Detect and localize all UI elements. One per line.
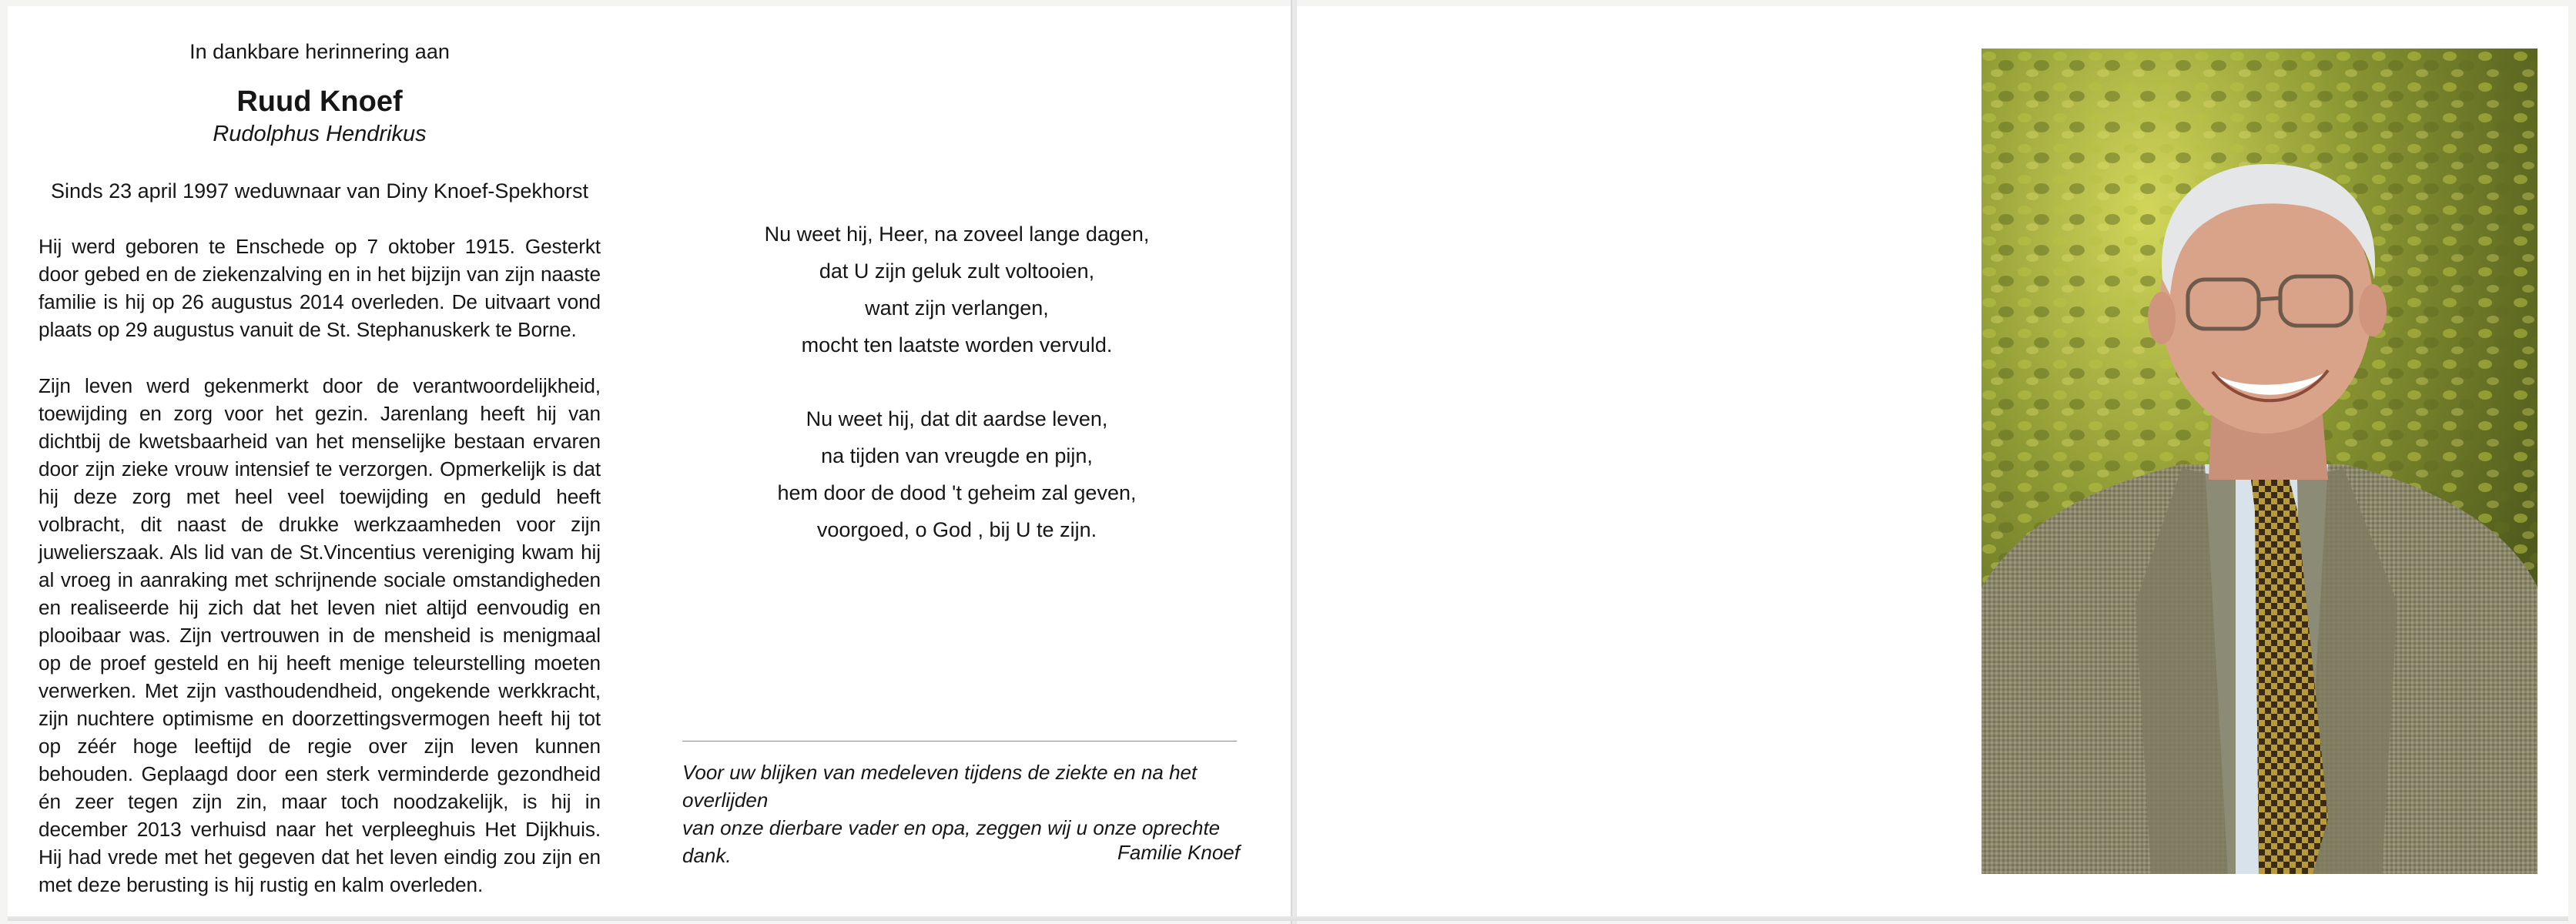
- thanks-line-2: van onze dierbare vader en opa, zeggen wij u onze oprechte dank.: [682, 816, 1221, 867]
- thanks-line-1: Voor uw blijken van medeleven tijdens de ziekte en na het overlijden: [682, 761, 1198, 812]
- stanza-gap: [678, 363, 1236, 400]
- family-signature: Familie Knoef: [1117, 841, 1240, 864]
- poem-line: mocht ten laatste worden vervuld.: [801, 333, 1113, 357]
- poem-line: dat U zijn geluk zult voltooien,: [819, 259, 1095, 283]
- poem-line: want zijn verlangen,: [865, 296, 1049, 320]
- poem: [678, 216, 1236, 548]
- card-fold: [1291, 0, 1297, 924]
- poem-line: Nu weet hij, dat dit aardse leven,: [806, 407, 1108, 430]
- biography-paragraph-1: Hij werd geboren te Enschede op 7 oktober 1915. Gesterkt door gebed en de ziekenzalving en in het bijzijn van zijn naaste familie is hij op 26 augustus 2014 overleden. De uitvaart vond plaats op 29 augustus vanuit de St. Stephanuskerk te Borne.: [39, 235, 601, 341]
- deceased-name: Ruud Knoef: [236, 85, 403, 118]
- widower-line: Sinds 23 april 1997 weduwnaar van Diny Knoef-Spekhorst: [51, 179, 588, 203]
- poem-line: Nu weet hij, Heer, na zoveel lange dagen,: [764, 223, 1150, 246]
- memorial-text-column: [39, 40, 601, 899]
- card-bottom-edge: [8, 916, 2568, 921]
- divider-line: [682, 741, 1237, 742]
- poem-line: voorgoed, o God , bij U te zijn.: [816, 518, 1097, 541]
- portrait-photo: [1981, 49, 2537, 874]
- biography-paragraph-2: Zijn leven werd gekenmerkt door de verantwoordelijkheid, toewijding en zorg voor het gezin. Jarenlang heeft hij van dichtbij de kwetsbaarheid van het menselijke bestaan ervaren door zijn zieke vrouw intensief te verzorgen. Opmerkelijk is dat hij deze zorg met heel veel toewijding en geduld heeft volbracht, dit naast de drukke werkzaamheden voor zijn juwelierszaak. Als lid van de St.Vincentius vereniging kwam hij al vroeg in aanraking met schrijnende sociale omstandigheden en realiseerde hij zich dat het leven niet altijd eenvoudig en plooibaar was. Zijn vertrouwen in de mensheid is menigmaal op de proef gesteld en hij heeft menige teleurstelling moeten verwerken. Met zijn vasthoudendheid, ongekende werkkracht, zijn nuchtere optimisme en doorzettingsvermogen heeft hij tot op zéér hoge leeftijd de regie over zijn leven kunnen behouden. Geplaagd door een sterk verminderde gezondheid én zeer tegen zijn zin, maar toch noodzakelijk, is hij in december 2013 verhuisd naar het verpleeghuis Het Dijkhuis. Hij had vrede met het gegeven dat het leven eindig zou zijn en met deze berusting is hij rustig en kalm overleden.: [39, 374, 601, 896]
- intro-line: In dankbare herinnering aan: [189, 40, 450, 63]
- poem-line: na tijden van vreugde en pijn,: [821, 444, 1093, 467]
- deceased-full-name: Rudolphus Hendrikus: [213, 122, 427, 146]
- poem-line: hem door de dood 't geheim zal geven,: [777, 481, 1137, 504]
